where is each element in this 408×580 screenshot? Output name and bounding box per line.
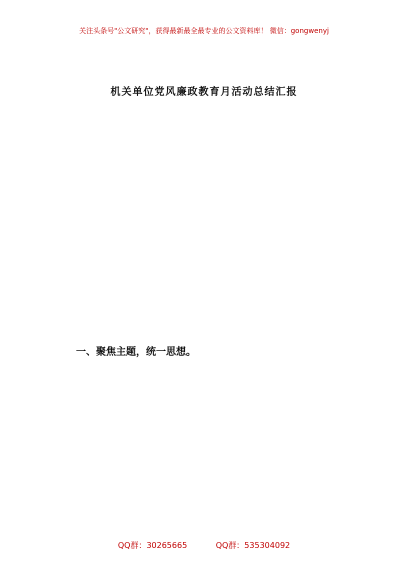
section-heading-1: 一、聚焦主题，统一思想。 <box>76 347 196 358</box>
promo-banner: 关注头条号"公文研究"，获得最新最全最专业的公文资料库！ 微信：gongwenyj <box>79 27 329 35</box>
footer-qq-1: QQ群：30265665 <box>117 541 188 550</box>
footer <box>0 540 408 551</box>
footer-qq-2: QQ群：535304092 <box>215 541 291 550</box>
document-title: 机关单位党风廉政教育月活动总结汇报 <box>110 87 298 98</box>
